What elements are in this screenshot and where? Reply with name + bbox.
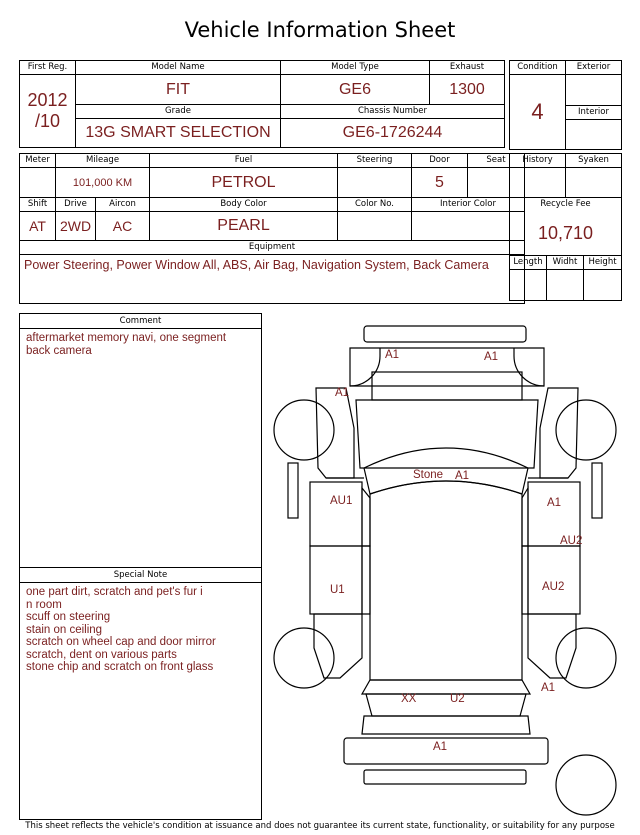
aircon-value: AC (96, 212, 150, 241)
rear-glass (366, 694, 526, 716)
damage-label-hood-left: A1 (385, 349, 400, 361)
exhaust-value: 1300 (430, 75, 505, 105)
notes-panel (19, 313, 262, 820)
first-reg-header: First Reg. (20, 61, 76, 75)
headlight-right (514, 348, 544, 386)
damage-label-rear-glass-u2: U2 (450, 693, 465, 705)
damage-label-rear-bumper: A1 (433, 741, 448, 753)
interior-header: Interior (566, 105, 622, 119)
tailgate (362, 716, 530, 734)
interior-color-value (412, 212, 525, 241)
damage-label-rear-glass-xx: XX (401, 693, 417, 705)
length-header: Length (510, 256, 547, 270)
steering-value (338, 168, 412, 198)
color-no-value (338, 212, 412, 241)
left-front-door (310, 482, 362, 546)
specs-table (19, 153, 525, 304)
door-header: Door (412, 154, 468, 168)
damage-label-right-rear-fender: A1 (541, 682, 556, 694)
windshield (364, 448, 528, 494)
special-note-text: one part dirt, scratch and pet's fur i n room scuff on steering stain on ceiling scratch on wheel cap and door mirror scratch, dent on various parts stone chip and scratch on front glass (26, 586, 216, 673)
mirror-left (288, 463, 298, 518)
damage-label-windshield-a1: A1 (455, 470, 470, 482)
mirror-right (592, 463, 602, 518)
drive-header: Drive (56, 198, 96, 212)
length-value (510, 270, 547, 301)
mileage-value: 101,000 KM (56, 168, 150, 198)
condition-table (509, 60, 622, 150)
front-bumper (364, 326, 526, 342)
model-type-header: Model Type (281, 61, 430, 75)
history-table (509, 153, 622, 301)
height-header: Height (584, 256, 622, 270)
damage-label-hood-right: A1 (484, 351, 499, 363)
spare-wheel (556, 755, 616, 815)
right-front-fender (540, 388, 578, 478)
exterior-value (566, 75, 622, 106)
damage-label-front-left-fender: A1 (335, 387, 350, 399)
steering-header: Steering (338, 154, 412, 168)
hood (356, 400, 538, 468)
recycle-fee-header: Recycle Fee (510, 198, 622, 212)
equipment-value: Power Steering, Power Window All, ABS, Air Bag, Navigation System, Back Camera (20, 255, 525, 304)
history-value (510, 168, 566, 198)
interior-value (566, 120, 622, 150)
car-damage-diagram (268, 318, 628, 818)
interior-color-header: Interior Color (412, 198, 525, 212)
seat-header: Seat (468, 154, 525, 168)
door-value: 5 (412, 168, 468, 198)
wheel-front-right (556, 400, 616, 460)
grade-header: Grade (76, 105, 281, 119)
height-value (584, 270, 622, 301)
condition-header: Condition (510, 61, 566, 75)
model-name-header: Model Name (76, 61, 281, 75)
body-color-value: PEARL (150, 212, 338, 241)
drive-value: 2WD (56, 212, 96, 241)
chassis-value: GE6-1726244 (281, 119, 505, 148)
recycle-fee-value: 10,710 (510, 211, 622, 256)
exhaust-header: Exhaust (430, 61, 505, 75)
wheel-rear-left (274, 628, 334, 688)
comment-text: aftermarket memory navi, one segment back camera (26, 332, 227, 357)
chassis-header: Chassis Number (281, 105, 505, 119)
condition-value: 4 (510, 75, 566, 150)
grade-value: 13G SMART SELECTION (76, 119, 281, 148)
model-name-value: FIT (76, 75, 281, 105)
damage-label-left-front-door: AU1 (330, 495, 353, 507)
damage-label-left-rear-door: U1 (330, 584, 345, 596)
fuel-value: PETROL (150, 168, 338, 198)
syaken-value (566, 168, 622, 198)
left-rear-window (362, 546, 370, 614)
comment-header: Comment (20, 314, 261, 329)
rear-glass-top (362, 680, 530, 694)
shift-header: Shift (20, 198, 56, 212)
roof (370, 481, 522, 680)
exterior-header: Exterior (566, 61, 622, 75)
shift-value: AT (20, 212, 56, 241)
left-front-fender (316, 388, 354, 478)
wheel-rear-right (556, 628, 616, 688)
sheet-title: Vehicle Information Sheet (184, 18, 456, 42)
damage-label-right-rear-door: AU2 (542, 581, 565, 593)
headlight-left (350, 348, 380, 386)
disclaimer-footer: This sheet reflects the vehicle's condition at issuance and does not guarantee its current state, functionality, or suitability for any purpose (25, 821, 615, 831)
damage-label-windshield-stone: Stone (413, 469, 444, 481)
color-no-header: Color No. (338, 198, 412, 212)
left-rear-fender (314, 614, 362, 678)
syaken-header: Syaken (566, 154, 622, 168)
rear-bumper-lower (364, 770, 526, 784)
special-note-header: Special Note (20, 567, 261, 583)
left-front-window (362, 488, 370, 546)
left-rear-door (310, 546, 362, 614)
right-rear-window (522, 546, 528, 614)
vehicle-info-table (19, 60, 505, 148)
body-color-header: Body Color (150, 198, 338, 212)
first-reg-value: 2012 /10 (20, 75, 76, 148)
right-front-window (522, 488, 528, 546)
history-header: History (510, 154, 566, 168)
width-header: Widht (547, 256, 584, 270)
meter-value (20, 168, 56, 198)
width-value (547, 270, 584, 301)
right-rear-door (528, 546, 580, 614)
right-rear-fender (528, 614, 576, 678)
damage-label-right-front-door-2: AU2 (560, 535, 583, 547)
mileage-header: Mileage (56, 154, 150, 168)
front-panel (350, 348, 544, 386)
equipment-header: Equipment (20, 241, 525, 255)
model-type-value: GE6 (281, 75, 430, 105)
damage-label-right-front-door: A1 (547, 497, 562, 509)
fuel-header: Fuel (150, 154, 338, 168)
meter-header: Meter (20, 154, 56, 168)
wheel-front-left (274, 400, 334, 460)
aircon-header: Aircon (96, 198, 150, 212)
